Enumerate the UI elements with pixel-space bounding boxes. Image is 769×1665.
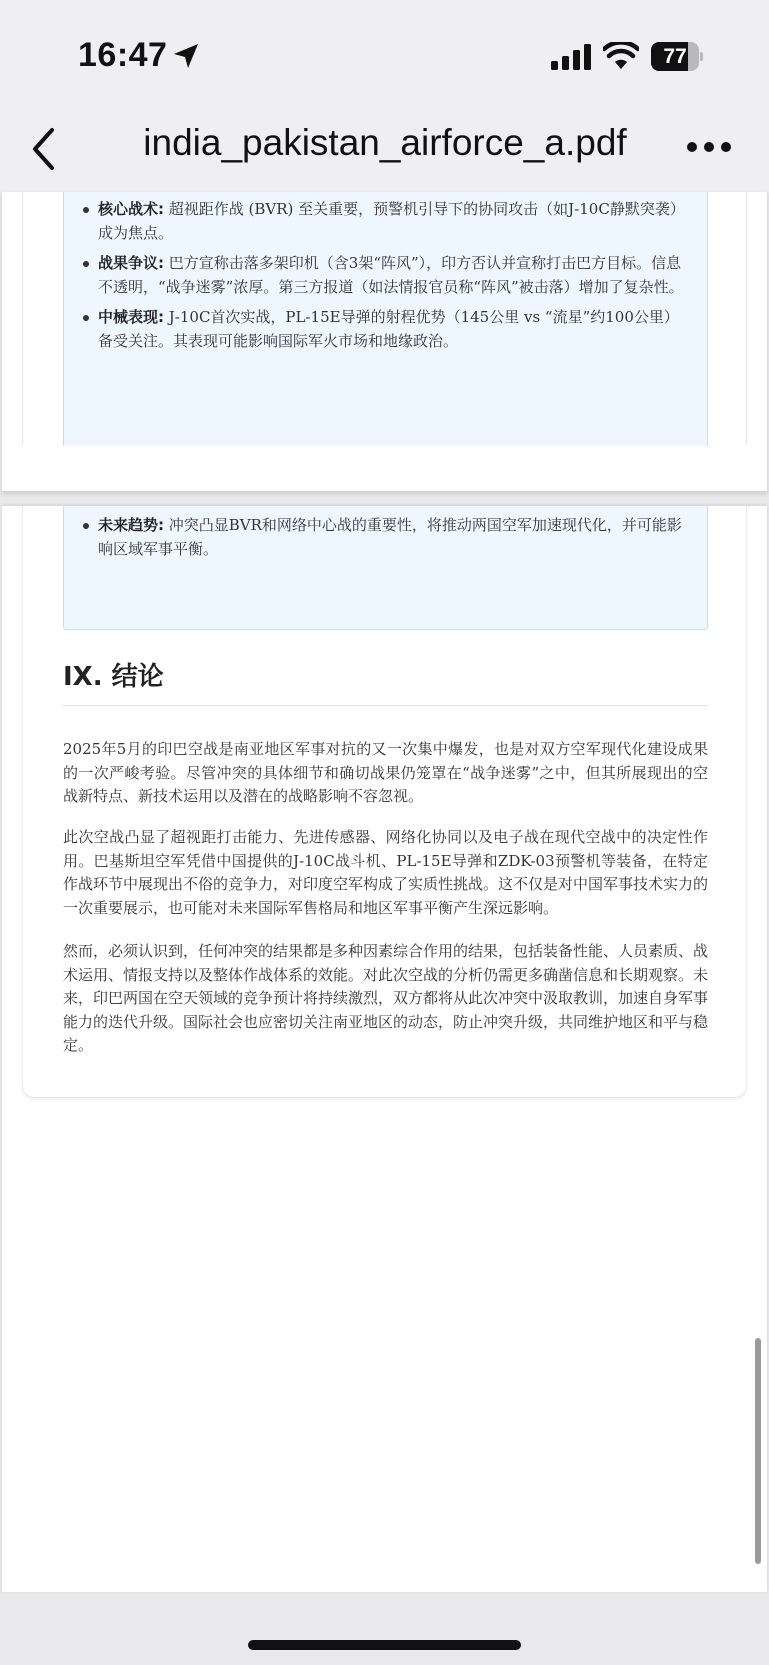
summary-box (63, 506, 708, 630)
conclusion-paragraph-2: 此次空战凸显了超视距打击能力、先进传感器、网络化协同以及电子战在现代空战中的决定性作用。巴基斯坦空军凭借中国提供的J-10C战斗机、PL-15E导弹和ZDK-03预警机等装备，在特定作战环节中展现出不俗的竞争力，对印度空军构成了实质性挑战。这不仅是对中国军事技术实力的一次重要展示，也可能对未来国际军售格局和地区军事平衡产生深远影响。 (63, 828, 709, 917)
bullet-title: 核心战术: (98, 200, 164, 218)
bullet-title: 中械表现: (98, 308, 164, 326)
summary-bullet-list (64, 514, 707, 561)
status-bar (0, 0, 769, 110)
document-title: india_pakistan_airforce_a.pdf (143, 122, 627, 163)
list-item (64, 252, 707, 299)
pdf-page-2[interactable] (2, 506, 767, 1592)
bullet-title: 未来趋势: (98, 516, 164, 534)
status-time: 16:47 (78, 36, 168, 74)
battery-body (651, 42, 699, 71)
section-heading: IX. 结论 (63, 656, 708, 706)
conclusion-paragraph-1: 2025年5月的印巴空战是南亚地区军事对抗的又一次集中爆发，也是对双方空军现代化建设成果的一次严峻考验。尽管冲突的具体细节和确切战果仍笼罩在“战争迷雾”之中，但其所展现出的空战新特点、新技术运用以及潜在的战略影响不容忽视。 (63, 740, 708, 805)
list-item (64, 198, 707, 245)
bullet-text: 超视距作战 (BVR) 至关重要，预警机引导下的协同攻击（如J-10C静默突袭）成为焦点。 (98, 200, 685, 242)
summary-bullet-list (64, 198, 707, 353)
bullet-text: 冲突凸显BVR和网络中心战的重要性，将推动两国空军加速现代化，并可能影响区域军事平衡。 (98, 516, 682, 558)
pdf-page-1[interactable] (2, 192, 767, 492)
scrollbar-thumb[interactable] (755, 1338, 761, 1564)
home-indicator[interactable] (248, 1640, 521, 1650)
summary-box (63, 192, 708, 446)
content-card (22, 192, 747, 444)
content-card (22, 506, 747, 1098)
chevron-left-icon[interactable] (28, 126, 62, 172)
list-item (64, 514, 707, 561)
conclusion-paragraph-3: 然而，必须认识到，任何冲突的结果都是多种因素综合作用的结果，包括装备性能、人员素质、战术运用、情报支持以及整体作战体系的效能。对此次空战的分析仍需更多确凿信息和长期观察。未来，印巴两国在空天领域的竞争预计将持续激烈，双方都将从此次冲突中汲取教训，加速自身军事能力的迭代升级。国际社会也应密切关注南亚地区的动态，防止冲突升级，共同维护地区和平与稳定。 (63, 942, 709, 1054)
ellipsis-icon[interactable] (686, 140, 732, 154)
bullet-title: 战果争议: (98, 254, 164, 272)
bullet-text: 巴方宣称击落多架印机（含3架“阵风”），印方否认并宣称打击巴方目标。信息不透明，“战争迷雾”浓厚。第三方报道（如法情报官员称“阵风”被击落）增加了复杂性。 (98, 254, 684, 296)
list-item (64, 306, 707, 353)
nav-bar (0, 110, 769, 192)
bullet-text: J-10C首次实战，PL-15E导弹的射程优势（145公里 vs “流星”约100公里）备受关注。其表现可能影响国际军火市场和地缘政治。 (98, 308, 679, 350)
cellular-signal-icon (551, 44, 591, 70)
battery-cap (700, 52, 703, 61)
location-arrow-icon (172, 42, 200, 70)
battery-level: 77 (663, 45, 687, 68)
battery-icon (651, 42, 703, 71)
wifi-icon (603, 42, 639, 70)
